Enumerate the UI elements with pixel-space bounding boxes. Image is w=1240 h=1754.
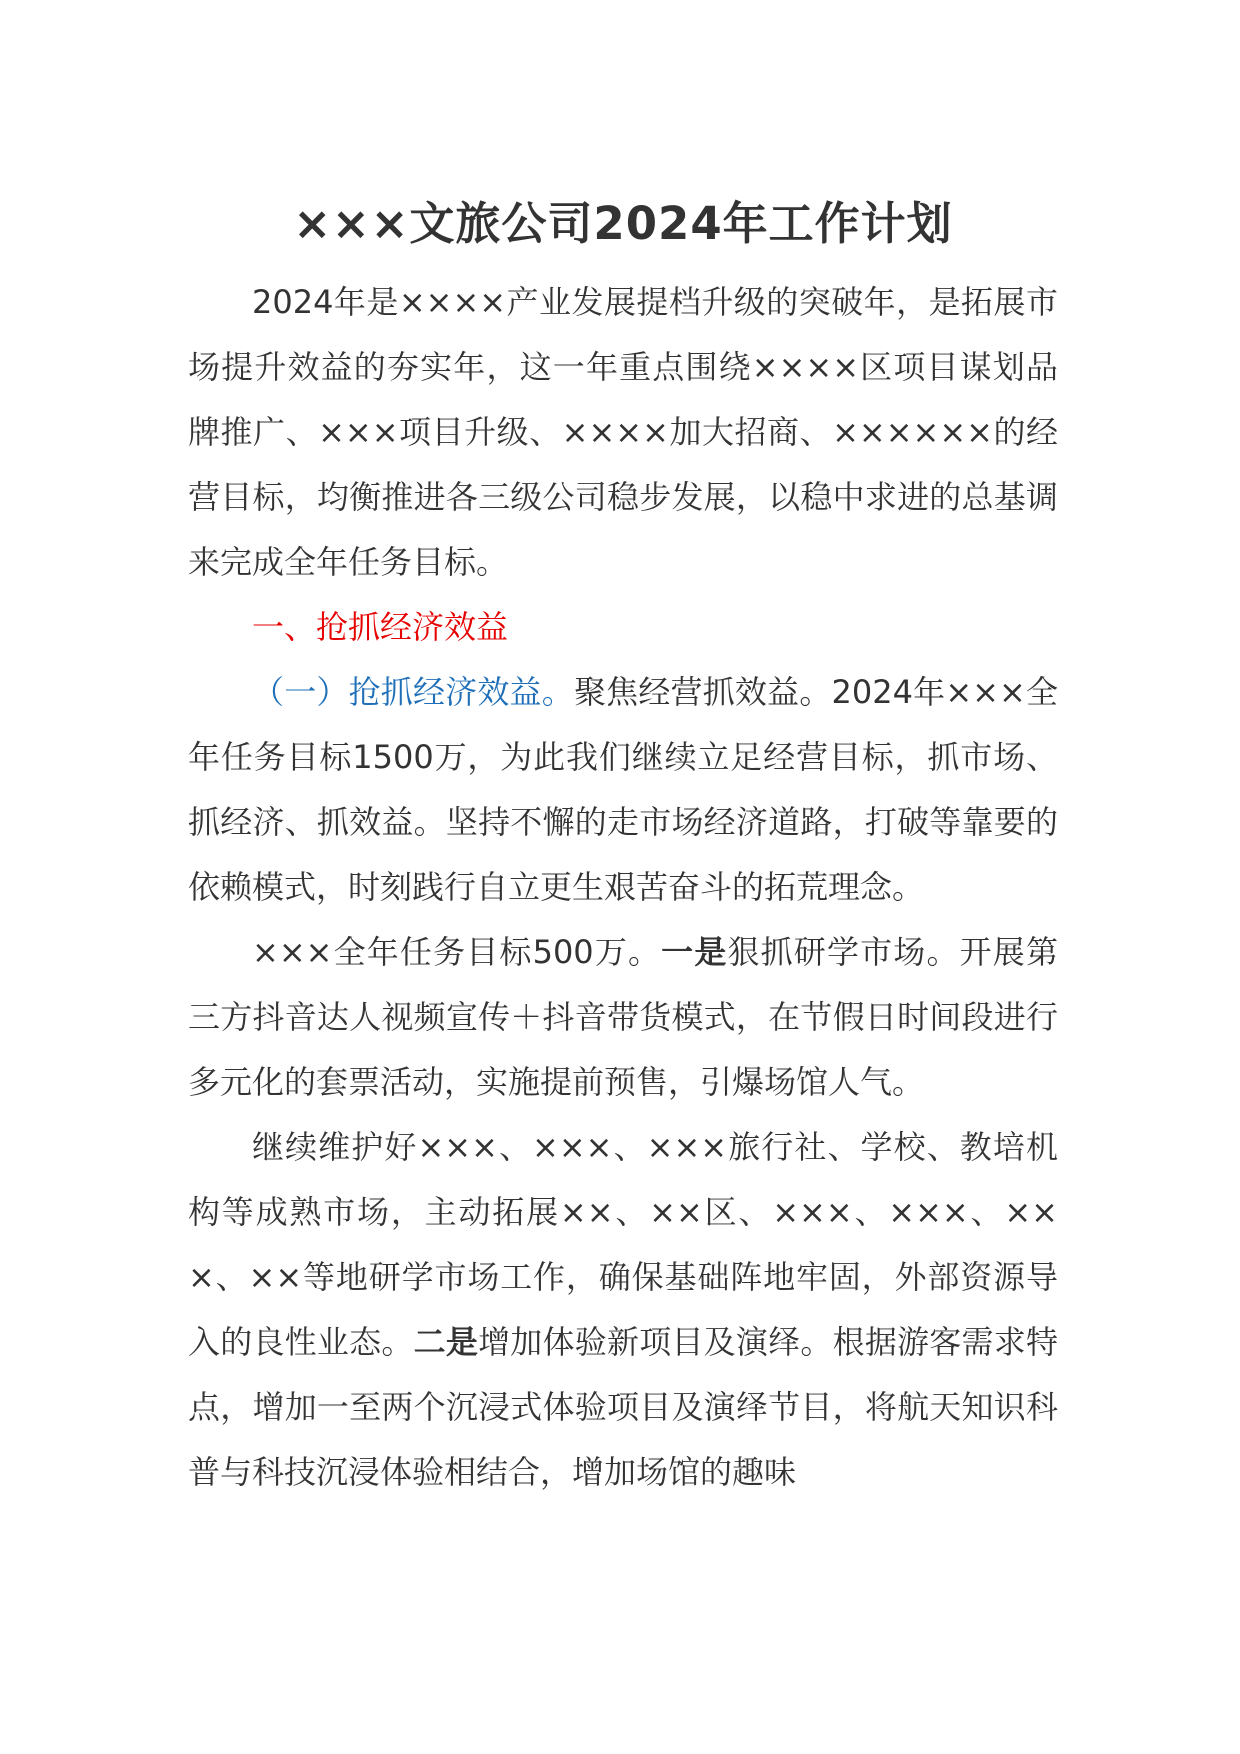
paragraph-3-lead: ×××全年任务目标500万。 <box>252 933 662 971</box>
document-title: ×××文旅公司2024年工作计划 <box>293 197 953 250</box>
paragraph-target-500 <box>188 920 1058 1115</box>
paragraph-3-body: 狠抓研学市场。开展第三方抖音达人视频宣传＋抖音带货模式，在节假日时间段进行多元化的套票活动，实施提前预售，引爆场馆人气。 <box>188 933 1058 1101</box>
document-page <box>188 192 1058 1505</box>
emphasis-first: 一是 <box>661 933 728 971</box>
section-heading-1: 一、抢抓经济效益 <box>252 608 509 646</box>
paragraph-4-lead: 继续维护好×××、×××、×××旅行社、学校、教培机构等成熟市场，主动拓展××、××区、×××、×××、×××、××等地研学市场工作，确保基础阵地牢固，外部资源导入的良性业态。 <box>188 1128 1058 1361</box>
paragraph-market <box>188 1115 1058 1505</box>
emphasis-second: 二是 <box>413 1323 479 1361</box>
subsection-paragraph-1 <box>188 660 1058 920</box>
paragraph-4-body: 增加体验新项目及演绎。根据游客需求特点，增加一至两个沉浸式体验项目及演绎节目，将航天知识科普与科技沉浸体验相结合，增加场馆的趣味 <box>188 1323 1058 1491</box>
intro-paragraph: 2024年是××××产业发展提档升级的突破年，是拓展市场提升效益的夯实年，这一年重点围绕××××区项目谋划品牌推广、×××项目升级、××××加大招商、××××××的经营目标，均衡推进各三级公司稳步发展，以稳中求进的总基调来完成全年任务目标。 <box>188 283 1058 581</box>
subsection-heading-1: （一）抢抓经济效益。 <box>252 673 574 711</box>
subsection-body-1: 聚焦经营抓效益。2024年×××全年任务目标1500万，为此我们继续立足经营目标，抓市场、抓经济、抓效益。坚持不懈的走市场经济道路，打破等靠要的依赖模式，时刻践行自立更生艰苦奋斗的拓荒理念。 <box>188 673 1058 906</box>
